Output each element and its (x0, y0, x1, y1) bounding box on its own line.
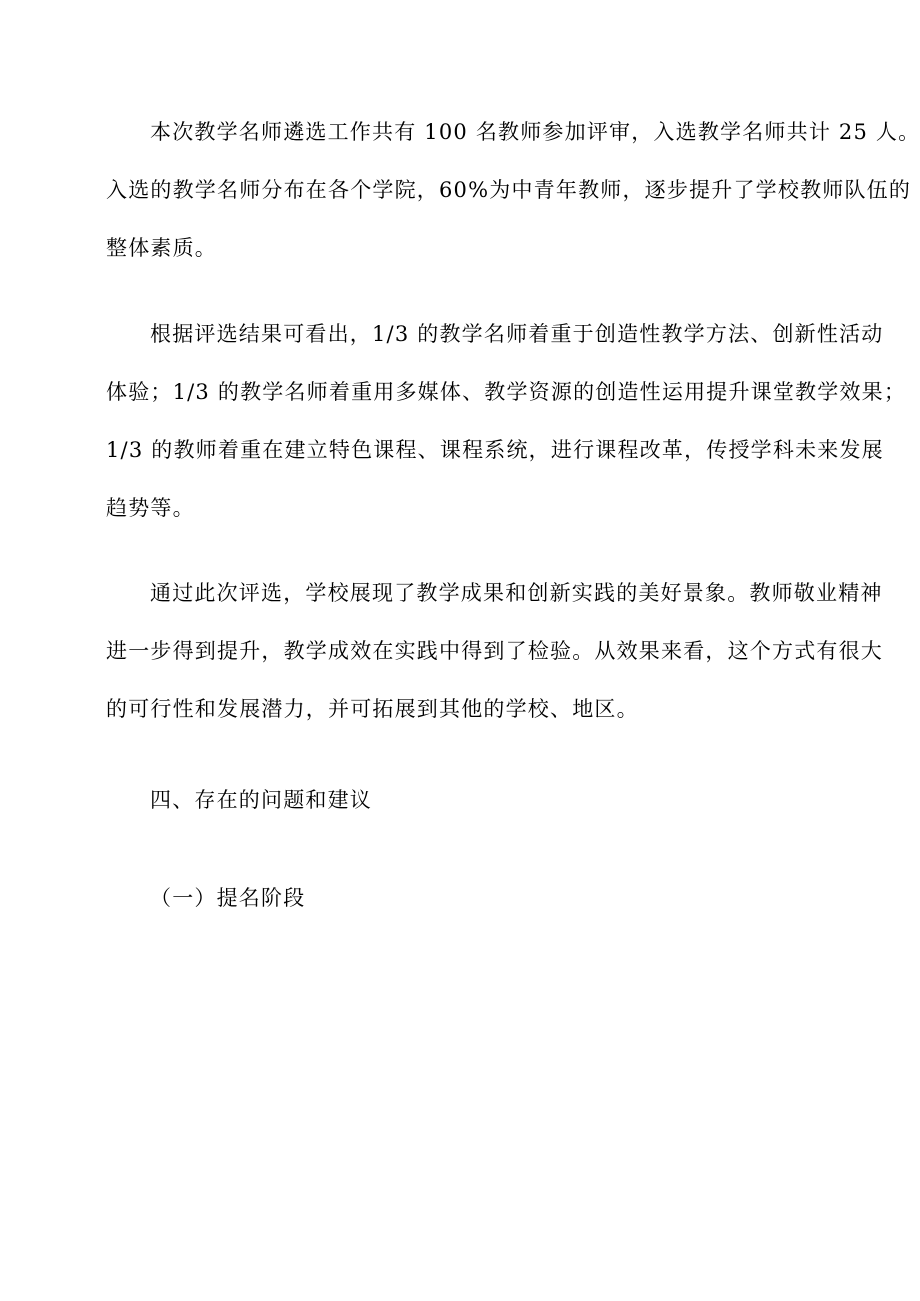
paragraph-2-line-4: 趋势等。 (106, 496, 195, 520)
paragraph-3-line-2: 进一步得到提升，教学成效在实践中得到了检验。从效果来看，这个方式有很大 (106, 639, 883, 663)
paragraph-3-line-1: 通过此次评选，学校展现了教学成果和创新实践的美好景象。教师敬业精神 (150, 581, 883, 605)
paragraph-1-line-2: 入选的教学名师分布在各个学院，60%为中青年教师，逐步提升了学校教师队伍的 (106, 178, 912, 202)
paragraph-1-line-3: 整体素质。 (106, 236, 217, 260)
paragraph-2-line-3: 1/3 的教师着重在建立特色课程、课程系统，进行课程改革，传授学科未来发展 (106, 438, 884, 462)
subsection-heading: （一）提名阶段 (150, 886, 306, 910)
paragraph-2-line-2: 体验；1/3 的教学名师着重用多媒体、教学资源的创造性运用提升课堂教学效果； (106, 380, 907, 404)
section-heading: 四、存在的问题和建议 (150, 788, 372, 812)
paragraph-1-line-1: 本次教学名师遴选工作共有 100 名教师参加评审，入选教学名师共计 25 人。 (150, 120, 920, 144)
paragraph-3-line-3: 的可行性和发展潜力，并可拓展到其他的学校、地区。 (106, 697, 639, 721)
paragraph-2-line-1: 根据评选结果可看出，1/3 的教学名师着重于创造性教学方法、创新性活动 (150, 322, 884, 346)
